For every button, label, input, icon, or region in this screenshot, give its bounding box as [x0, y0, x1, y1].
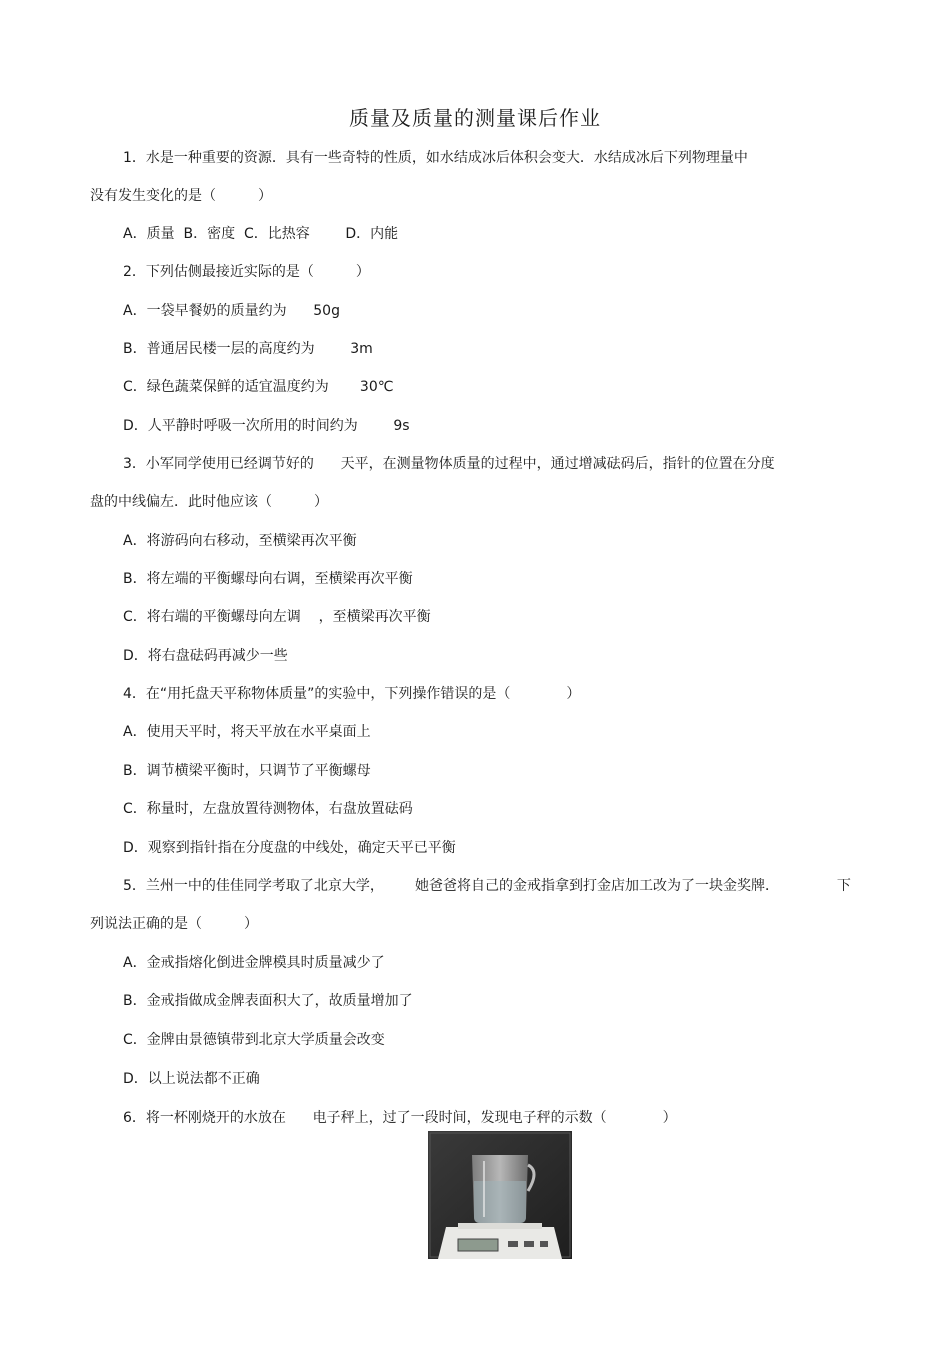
q2-option-b: B．普通居民楼一层的高度约为 3m	[123, 341, 373, 357]
q5-stem-line1: 5．兰州一中的佳佳同学考取了北京大学， 她爸爸将自己的金戒指拿到打金店加工改为了一块金奖牌． 下	[123, 878, 851, 894]
q3-option-d: D．将右盘砝码再减少一些	[123, 648, 288, 664]
q3-option-a: A．将游码向右移动，至横梁再次平衡	[123, 533, 357, 549]
q6-stem: 6．将一杯刚烧开的水放在 电子秤上，过了一段时间，发现电子秤的示数（ ）	[123, 1110, 677, 1126]
q4-stem: 4．在“用托盘天平称物体质量”的实验中，下列操作错误的是（ ）	[123, 686, 581, 702]
q5-stem-line2: 列说法正确的是（ ）	[90, 916, 258, 932]
q4-option-b: B．调节横梁平衡时，只调节了平衡螺母	[123, 763, 371, 779]
q5-option-d: D．以上说法都不正确	[123, 1071, 260, 1087]
q5-option-b: B．金戒指做成金牌表面积大了，故质量增加了	[123, 993, 413, 1009]
beaker-shape	[472, 1155, 534, 1223]
document-title: 质量及质量的测量课后作业	[349, 106, 601, 130]
scale-body	[438, 1223, 562, 1259]
q2-option-c: C．绿色蔬菜保鲜的适宜温度约为 30℃	[123, 379, 394, 395]
q2-option-d: D．人平静时呼吸一次所用的时间约为 9s	[123, 418, 410, 434]
q4-option-c: C．称量时，左盘放置待测物体，右盘放置砝码	[123, 801, 413, 817]
q5-option-c: C．金牌由景德镇带到北京大学质量会改变	[123, 1032, 385, 1048]
q5-option-a: A．金戒指熔化倒进金牌模具时质量减少了	[123, 955, 385, 971]
q2-option-a: A．一袋早餐奶的质量约为 50g	[123, 303, 340, 319]
electronic-scale-photo	[428, 1131, 572, 1259]
q4-option-d: D．观察到指针指在分度盘的中线处，确定天平已平衡	[123, 840, 456, 856]
q1-stem-line1: 1．水是一种重要的资源．具有一些奇特的性质，如水结成冰后体积会变大．水结成冰后下列物理量中	[123, 150, 748, 166]
q3-stem-line2: 盘的中线偏左．此时他应该（ ）	[90, 494, 328, 510]
q3-option-c: C．将右端的平衡螺母向左调 ，至横梁再次平衡	[123, 609, 431, 625]
q1-stem-line2: 没有发生变化的是（ ）	[90, 188, 272, 204]
q3-stem-line1: 3．小军同学使用已经调节好的 天平，在测量物体质量的过程中，通过增减砝码后，指针的位置在分度	[123, 456, 775, 472]
q4-option-a: A．使用天平时，将天平放在水平桌面上	[123, 724, 371, 740]
q2-stem: 2．下列估侧最接近实际的是（ ）	[123, 264, 370, 280]
q1-options: A．质量 B．密度 C．比热容 D．内能	[123, 226, 399, 242]
q3-option-b: B．将左端的平衡螺母向右调，至横梁再次平衡	[123, 571, 413, 587]
